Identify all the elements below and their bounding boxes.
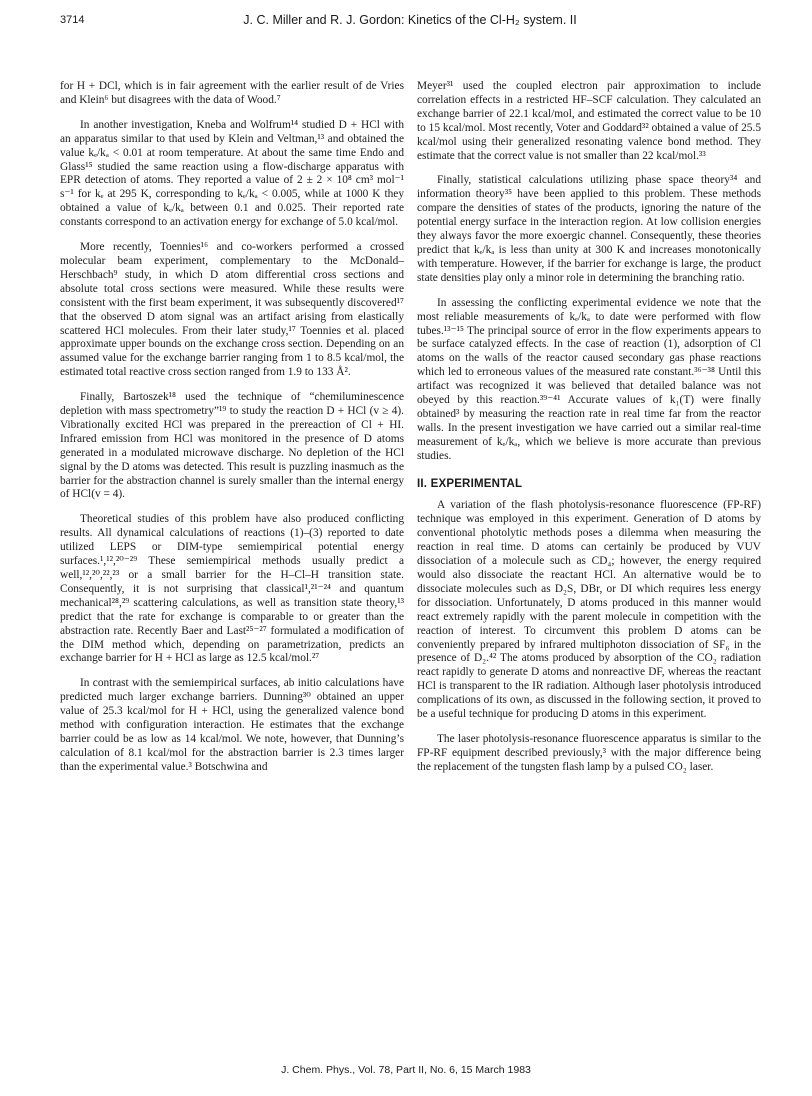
paragraph: Meyer³¹ used the coupled electron pair approximation to include correlation effects in a restricted HF–SCF calculation. They calculated an exchange barrier of 22.1 kcal/mol, and estimated the correct value to be 10 to 15 kcal/mol. Most recently, Voter and Goddard³² obtained a value of 25.5 kcal/mol using their generalized resonating valence bond method. They estimate that the correct value is not smaller than 22 kcal/mol.³³ [417, 80, 761, 162]
right-column [417, 80, 761, 786]
section-heading: II. EXPERIMENTAL [417, 477, 523, 490]
paragraph: More recently, Toennies¹⁶ and co-workers performed a crossed molecular beam experiment, complementary to the McDonald–Herschbach⁹ study, in which D atom differential cross sections and absolute total cross sections were measured. While these results were consistent with the first beam experiment, it was subsequently discovered¹⁷ that the observed D atom signal was an artifact arising from elastically scattered HCl molecules. From their later study,¹⁷ Toennies et al. placed approximate upper bounds on the exchange cross section. Depending on an assumed value for the exchange barrier ranging from 1 to 8.5 kcal/mol, the estimated total reactive cross section ranged from 1.9 to 133 Å². [60, 241, 404, 379]
page-number: 3714 [60, 14, 85, 26]
paragraph: In another investigation, Kneba and Wolfrum¹⁴ studied D + HCl with an apparatus similar to that used by Klein and Veltman,¹³ and obtained the value kₑ/kₐ < 0.01 at room temperature. At about the same time Endo and Glass¹⁵ studied the same reaction using a flow-discharge apparatus with EPR detection of atoms. They reported a value of 2 ± 2 × 10⁸ cm³ mol⁻¹ s⁻¹ for kₑ at 295 K, corresponding to kₑ/kₐ < 0.005, while at 1000 K they obtained a value of kₑ/kₐ between 0.1 and 0.025. Their reported rate constants correspond to an activation energy for exchange of 5.0 kcal/mol. [60, 118, 404, 229]
paragraph: In contrast with the semiempirical surfaces, ab initio calculations have predicted much larger exchange barriers. Dunning³⁰ obtained an upper value of 25.3 kcal/mol for H + HCl, using the generalized valence bond method with configuration interaction. He estimates that the exchange barrier could be as low as 14 kcal/mol. We note, however, that Dunning’s calculation of 8.1 kcal/mol for the abstraction barrier is 2.3 times larger than the experimental value.³ Botschwina and [60, 677, 404, 773]
paragraph: Finally, statistical calculations utilizing phase space theory³⁴ and information theory³⁵ have been applied to this problem. These methods compare the densities of states of the products, ignoring the nature of the potential energy surface in the interaction region. At low collision energies they always favor the more exoergic channel. Consequently, these theories predict that kₑ/kₐ is less than unity at 300 K and increases monotonically with temperature. However, if the barrier for exchange is large, the product state densities play only a minor role in determining the branching ratio. [417, 174, 761, 284]
page-header [60, 14, 760, 34]
paragraph: The laser photolysis-resonance fluorescence apparatus is similar to the FP-RF equipment described previously,³ with the major difference being the replacement of the tungsten flash lamp by a pulsed CO₂ laser. [417, 732, 761, 773]
paragraph: A variation of the flash photolysis-resonance fluorescence (FP-RF) technique was employed in this experiment. Generation of D atoms by conventional photolytic methods poses a dilemma when measuring the reaction in real time. D atoms can certainly be produced by VUV dissociation of a molecule such as CD₄; however, the energy required would also dissociate the reactant HCl. An alternative would be to dissociate molecules such as D₂S, DBr, or DI which requires less energy for dissociation. Unfortunately, D atoms produced in this manner would react extremely rapidly with the parent molecule in competition with the reaction of interest. To circumvent this problem D atoms can be conveniently prepared by infrared multiphoton dissociation of SF₆ in the presence of D₂.⁴² The atoms produced by absorption of the CO₂ radiation react rapidly to generate D atoms and nonreactive DF, whereas the reactant HCl is transparent to the IR radiation. Although laser photolysis introduced complications of its own, as discussed in the following section, it proved to be a useful technique for producing D atoms in this experiment. [417, 499, 761, 721]
paragraph: for H + DCl, which is in fair agreement with the earlier result of de Vries and Klein⁶ but disagrees with the data of Wood.⁷ [60, 80, 404, 106]
paragraph: In assessing the conflicting experimental evidence we note that the most reliable measurements of kₑ/kₐ to date were performed with flow tubes.¹³⁻¹⁵ The principal source of error in the flow experiments appears to be surface catalyzed effects. In the case of reaction (1), adsorption of Cl atoms on the walls of the reactor caused secondary gas phase reactions which led to erroneous values of the measured rate constant.³⁶⁻³⁸ Until this artifact was recognized it was believed that detailed balance was not obeyed by this reaction.³⁹⁻⁴¹ Accurate values of k₁(T) were finally obtained³ by measuring the reaction rate in real time far from the reactor walls. In the present investigation we have carried out a similar real-time measurement of kₑ/kₐ, which we believe is more accurate than previous studies. [417, 296, 761, 462]
page-footer: J. Chem. Phys., Vol. 78, Part II, No. 6, 15 March 1983 [281, 1064, 531, 1076]
left-column [60, 80, 404, 786]
running-head: J. C. Miller and R. J. Gordon: Kinetics of the Cl-H₂ system. II [243, 13, 577, 27]
paragraph: Finally, Bartoszek¹⁸ used the technique of “chemiluminescence depletion with mass spectrometry”¹⁹ to study the reaction D + HCl (v ≥ 4). Vibrationally excited HCl was prepared in the prereaction of Cl + HI. Infrared emission from HCl was monitored in the presence of D atoms generated in a modulated microwave discharge. No depletion of the HCl signal by the D atoms was detected. This result is puzzling inasmuch as the barrier for the abstraction channel is surely smaller than the internal energy of HCl(v = 4). [60, 391, 404, 501]
paragraph: Theoretical studies of this problem have also produced conflicting results. All dynamical calculations of reactions (1)–(3) reported to date utilized LEPS or DIM-type semiempirical potential energy surfaces.¹,¹²,²⁰⁻²⁹ These semiempirical methods usually predict a well,¹²,²⁰,²²,²³ or a small barrier for the H–Cl–H transition state. Consequently, it is not surprising that classical¹,²¹⁻²⁴ and quantum mechanical²⁸,²⁹ scattering calculations, as well as transition state theory,¹³ predict that the rate for exchange is comparable to or greater than the abstraction rate. Recently Baer and Last²⁵⁻²⁷ formulated a modification of the DIM method which, depending on parametrization, predicts an exchange barrier for H + HCl as large as 12.5 kcal/mol.²⁷ [60, 513, 404, 665]
